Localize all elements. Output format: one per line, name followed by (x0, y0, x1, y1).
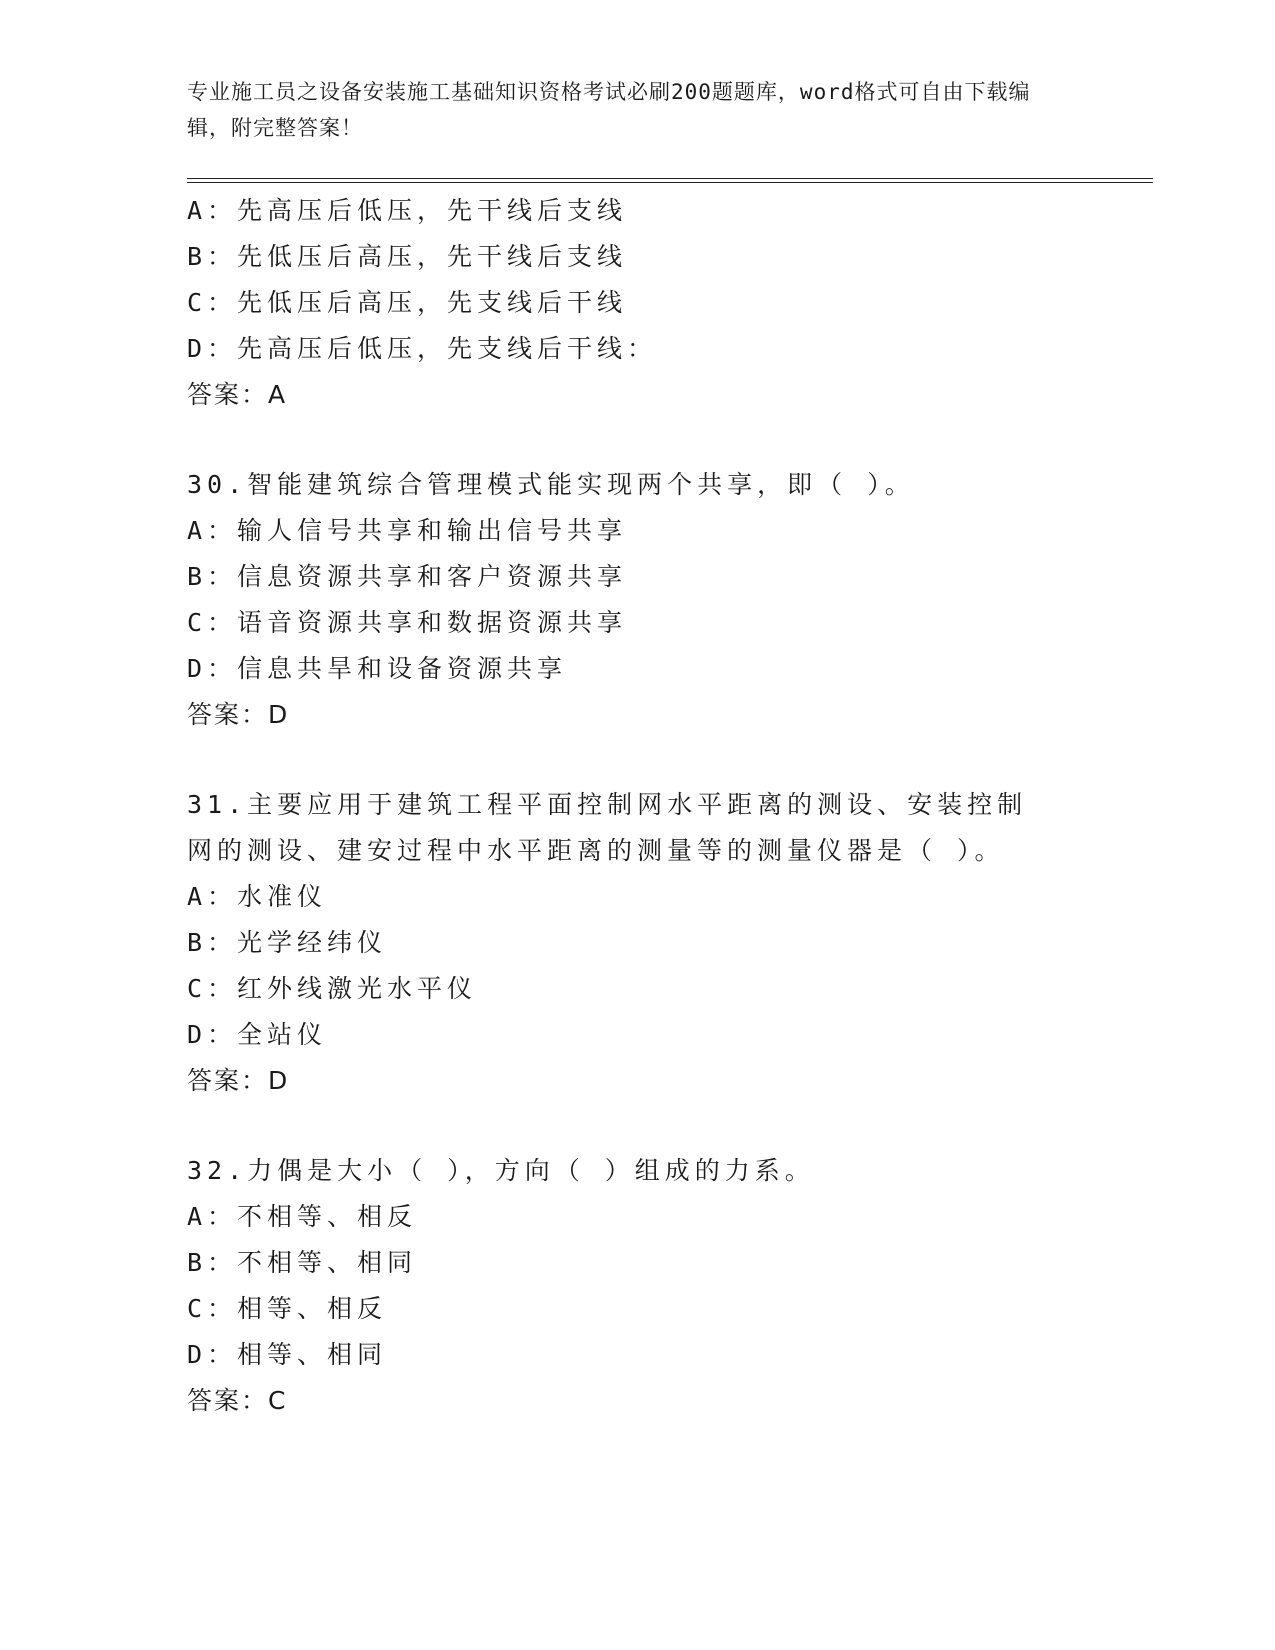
answer-line: 答案：D (187, 700, 290, 729)
question-block-32 (187, 1148, 1087, 1424)
option-a: A：水准仪 (187, 882, 328, 911)
answer-line: 答案：D (187, 1066, 290, 1095)
option-b: B：信息资源共享和客户资源共享 (187, 562, 628, 591)
question-stem: 31.主要应用于建筑工程平面控制网水平距离的测设、安装控制网的测设、建安过程中水平距离的测量等的测量仪器是（ ）。 (187, 790, 1028, 865)
question-stem: 30.智能建筑综合管理模式能实现两个共享，即（ ）。 (187, 470, 915, 499)
option-d: D：先高压后低压，先支线后干线： (187, 334, 658, 363)
question-block-30 (187, 462, 1087, 738)
document-header: 专业施工员之设备安装施工基础知识资格考试必刷200题题库，word格式可自由下载编辑，附完整答案！ (187, 80, 1031, 140)
option-d: D：相等、相同 (187, 1340, 388, 1369)
option-c: C：语音资源共享和数据资源共享 (187, 608, 628, 637)
answer-line: 答案：C (187, 1386, 288, 1415)
question-list (187, 188, 1087, 1424)
option-c: C：先低压后高压，先支线后干线 (187, 288, 628, 317)
answer-line: 答案：A (187, 380, 288, 409)
option-a: A：先高压后低压，先干线后支线 (187, 196, 628, 225)
option-b: B：光学经纬仪 (187, 928, 388, 957)
option-b: B：不相等、相同 (187, 1248, 418, 1277)
option-c: C：相等、相反 (187, 1294, 388, 1323)
question-stem: 32.力偶是大小（ ），方向（ ）组成的力系。 (187, 1156, 815, 1185)
option-b: B：先低压后高压，先干线后支线 (187, 242, 628, 271)
option-a: A：输人信号共享和输出信号共享 (187, 516, 628, 545)
option-a: A：不相等、相反 (187, 1202, 418, 1231)
header-divider (187, 178, 1153, 183)
option-d: D：信息共旱和设备资源共享 (187, 654, 568, 683)
question-block-29 (187, 188, 1087, 418)
question-block-31 (187, 782, 1087, 1104)
option-d: D：全站仪 (187, 1020, 328, 1049)
option-c: C：红外线激光水平仪 (187, 974, 478, 1003)
